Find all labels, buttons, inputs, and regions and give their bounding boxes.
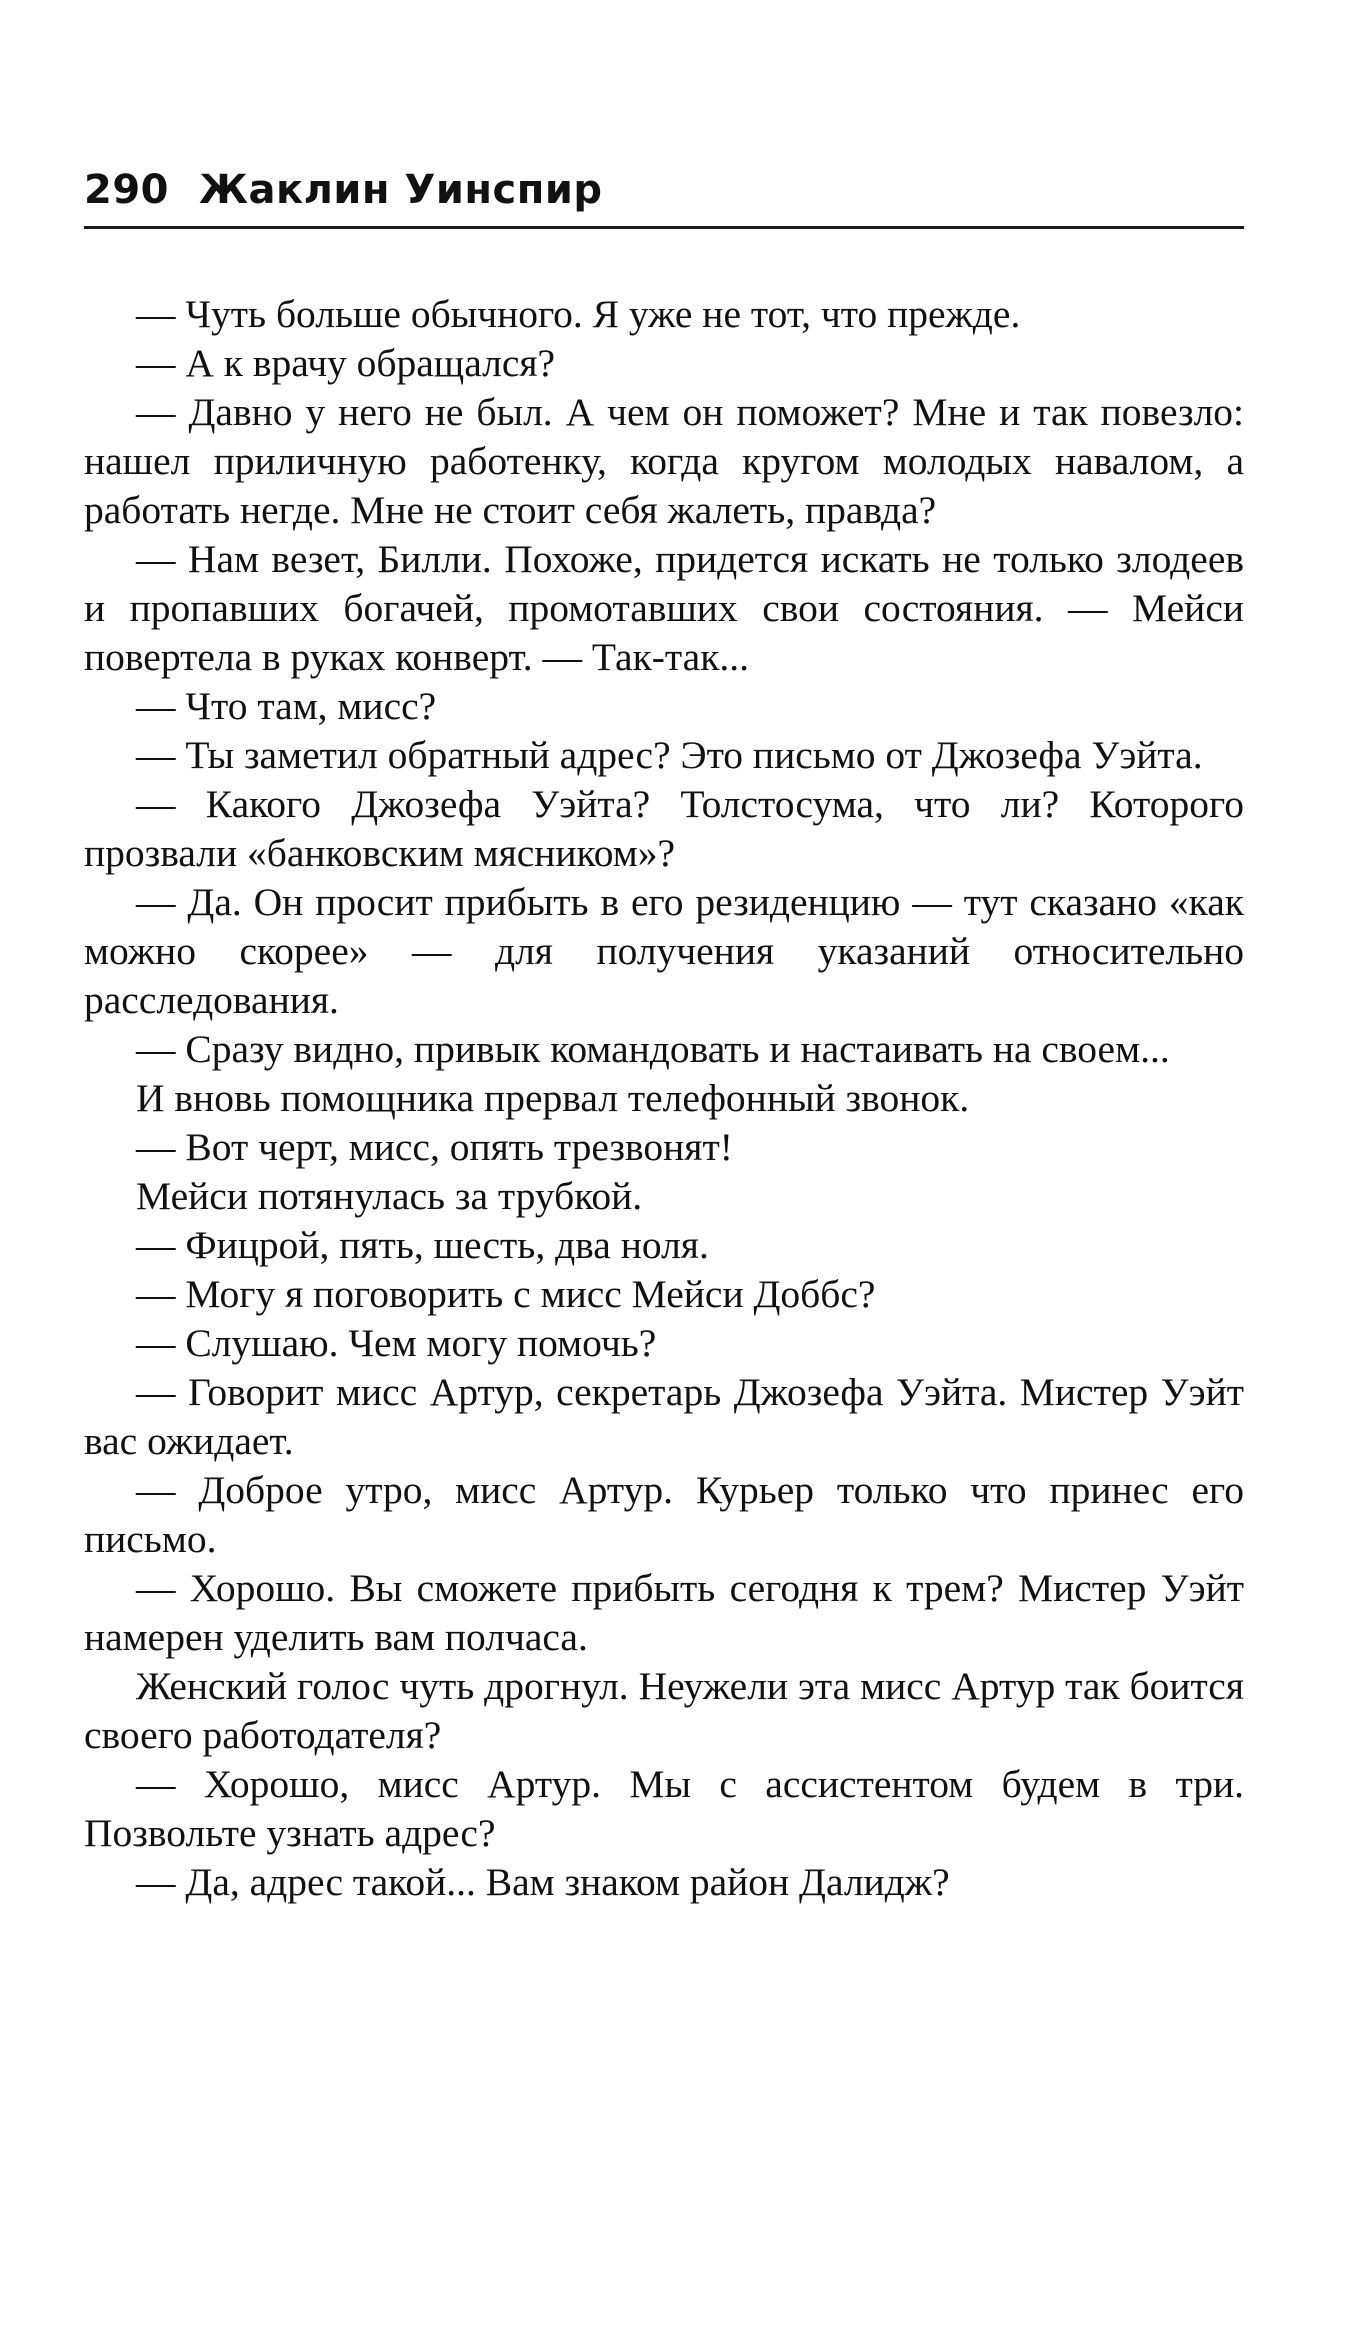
paragraph: — Сразу видно, привык командовать и настаивать на своем... [136, 1027, 1170, 1071]
paragraph: — Хорошо, мисс Артур. Мы с ассистентом будем в три. Позвольте узнать адрес? [84, 1762, 1244, 1855]
paragraph: — Какого Джозефа Уэйта? Толстосума, что ли? Которого прозвали «банковским мясником»? [84, 782, 1244, 875]
paragraph: Мейси потянулась за трубкой. [136, 1174, 643, 1218]
paragraph: — Хорошо. Вы сможете прибыть сегодня к трем? Мистер Уэйт намерен уделить вам полчаса. [84, 1566, 1244, 1659]
header-rule [84, 226, 1244, 229]
paragraph: — Что там, мисс? [136, 684, 437, 728]
paragraph: — Могу я поговорить с мисс Мейси Доббс? [136, 1272, 876, 1316]
paragraph: — Давно у него не был. А чем он поможет? Мне и так повезло: нашел приличную работенку, когда кругом молодых навалом, а работать негде. Мне не стоит себя жалеть, правда? [84, 390, 1244, 532]
paragraph: — Доброе утро, мисс Артур. Курьер только что принес его письмо. [84, 1468, 1244, 1561]
running-head-author: Жаклин Уинспир [199, 167, 603, 213]
paragraph: И вновь помощника прервал телефонный звонок. [136, 1076, 970, 1120]
running-head [84, 160, 1244, 230]
paragraph: — Ты заметил обратный адрес? Это письмо от Джозефа Уэйта. [136, 733, 1203, 777]
paragraph: — Нам везет, Билли. Похоже, придется искать не только злодеев и пропавших богачей, промотавших свои состояния. — Мейси повертела в руках конверт. — Так-так... [84, 537, 1244, 679]
paragraph: — Фицрой, пять, шесть, два ноля. [136, 1223, 709, 1267]
page-number: 290 [84, 167, 169, 213]
paragraph: — Слушаю. Чем могу помочь? [136, 1321, 657, 1365]
paragraph: — Говорит мисс Артур, секретарь Джозефа Уэйта. Мистер Уэйт вас ожидает. [84, 1370, 1244, 1463]
body-text [84, 290, 1244, 1907]
paragraph: — А к врачу обращался? [136, 341, 556, 385]
paragraph: — Вот черт, мисс, опять трезвонят! [136, 1125, 733, 1169]
paragraph: Женский голос чуть дрогнул. Неужели эта мисс Артур так боится своего работодателя? [84, 1664, 1244, 1757]
paragraph: — Чуть больше обычного. Я уже не тот, что прежде. [136, 292, 1021, 336]
paragraph: — Да, адрес такой... Вам знаком район Далидж? [136, 1860, 950, 1904]
paragraph: — Да. Он просит прибыть в его резиденцию — тут сказано «как можно скорее» — для получения указаний относительно расследования. [84, 880, 1244, 1022]
